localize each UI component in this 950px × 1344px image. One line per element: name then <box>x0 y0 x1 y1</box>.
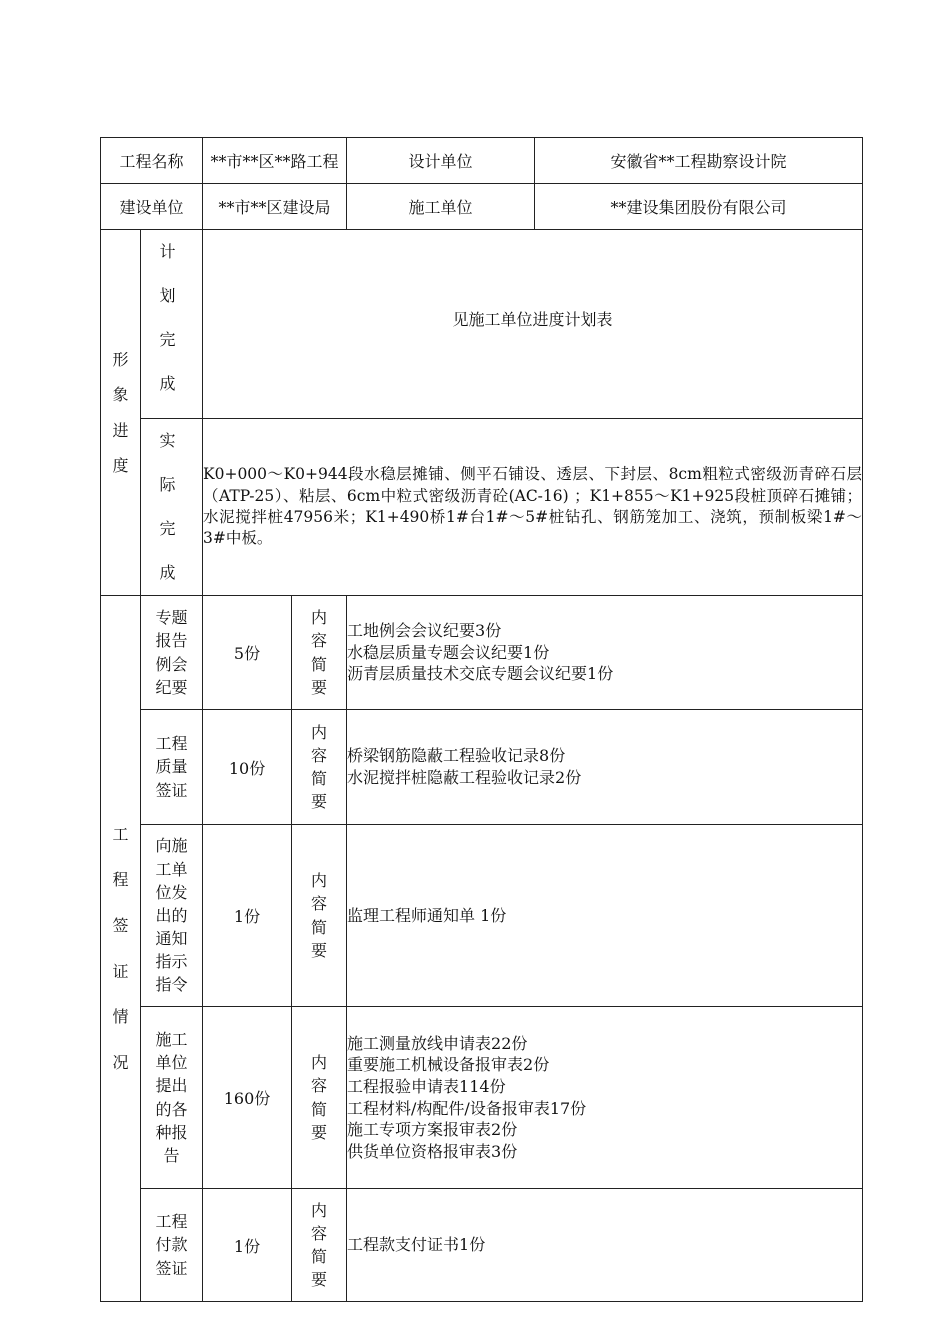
visa-category-payment: 工程 付款 签证 <box>141 1189 203 1302</box>
build-unit-value: **市**区建设局 <box>203 184 347 230</box>
list-item: 工程报验申请表114份 <box>347 1076 506 1096</box>
visa-section-label: 工 程 签 证 情 况 <box>101 596 141 1302</box>
visa-items <box>347 1189 863 1302</box>
visa-count: 160份 <box>203 1007 292 1189</box>
plan-label: 计 划 完 成 <box>141 230 203 419</box>
list-item: 水稳层质量专题会议纪要1份 <box>347 642 550 662</box>
list-item: 监理工程师通知单 1份 <box>347 905 507 925</box>
design-unit-label: 设计单位 <box>347 138 535 184</box>
build-unit-label: 建设单位 <box>101 184 203 230</box>
visa-category-quality: 工程 质量 签证 <box>141 710 203 825</box>
actual-value: K0+000～K0+944段水稳层摊铺、侧平石铺设、透层、下封层、8cm粗粒式密级沥青碎石层（ATP-25）、粘层、6cm中粒式密级沥青砼(AC-16) ；K1+855～K1+925段桩顶碎石摊铺；水泥搅拌桩47956米；K1+490桥1#台1#～5#桩钻孔、钢筋笼加工、浇筑，预制板梁1#～3#中板。 <box>203 419 863 596</box>
list-item: 重要施工机械设备报审表2份 <box>347 1055 550 1075</box>
list-item: 水泥搅拌桩隐蔽工程验收记录2份 <box>347 768 582 787</box>
list-item: 工地例会会议纪要3份 <box>347 621 502 641</box>
list-item: 施工测量放线申请表22份 <box>347 1033 528 1053</box>
visa-category-meeting-minutes: 专题 报告 例会 纪要 <box>141 596 203 710</box>
actual-label: 实 际 完 成 <box>141 419 203 596</box>
list-item: 工程款支付证书1份 <box>347 1235 486 1255</box>
visa-count: 1份 <box>203 1189 292 1302</box>
visa-category-reports: 施工 单位 提出 的各 种报 告 <box>141 1007 203 1189</box>
visa-count: 1份 <box>203 825 292 1007</box>
list-item: 沥青层质量技术交底专题会议纪要1份 <box>347 664 614 684</box>
content-summary-label: 内 容 简 要 <box>292 596 347 710</box>
visa-count: 10份 <box>203 710 292 825</box>
visa-category-notices: 向施 工单 位发 出的 通知 指示 指令 <box>141 825 203 1007</box>
progress-section-label: 形 象 进 度 <box>101 230 141 596</box>
construction-unit-value: **建设集团股份有限公司 <box>535 184 863 230</box>
construction-unit-label: 施工单位 <box>347 184 535 230</box>
content-summary-label: 内 容 简 要 <box>292 825 347 1007</box>
list-item: 施工专项方案报审表2份 <box>347 1120 518 1140</box>
visa-items <box>347 825 863 1007</box>
content-summary-label: 内 容 简 要 <box>292 710 347 825</box>
content-summary-label: 内 容 简 要 <box>292 1189 347 1302</box>
visa-items <box>347 596 863 710</box>
visa-items <box>347 710 863 825</box>
content-summary-label: 内 容 简 要 <box>292 1007 347 1189</box>
project-name-label: 工程名称 <box>101 138 203 184</box>
design-unit-value: 安徽省**工程勘察设计院 <box>535 138 863 184</box>
list-item: 桥梁钢筋隐蔽工程验收记录8份 <box>347 746 566 766</box>
project-name-value: **市**区**路工程 <box>203 138 347 184</box>
list-item: 工程材料/构配件/设备报审表17份 <box>347 1098 587 1118</box>
supervision-report-table <box>100 137 863 1302</box>
plan-value: 见施工单位进度计划表 <box>203 230 863 419</box>
visa-items <box>347 1007 863 1189</box>
list-item: 供货单位资格报审表3份 <box>347 1141 518 1161</box>
visa-count: 5份 <box>203 596 292 710</box>
